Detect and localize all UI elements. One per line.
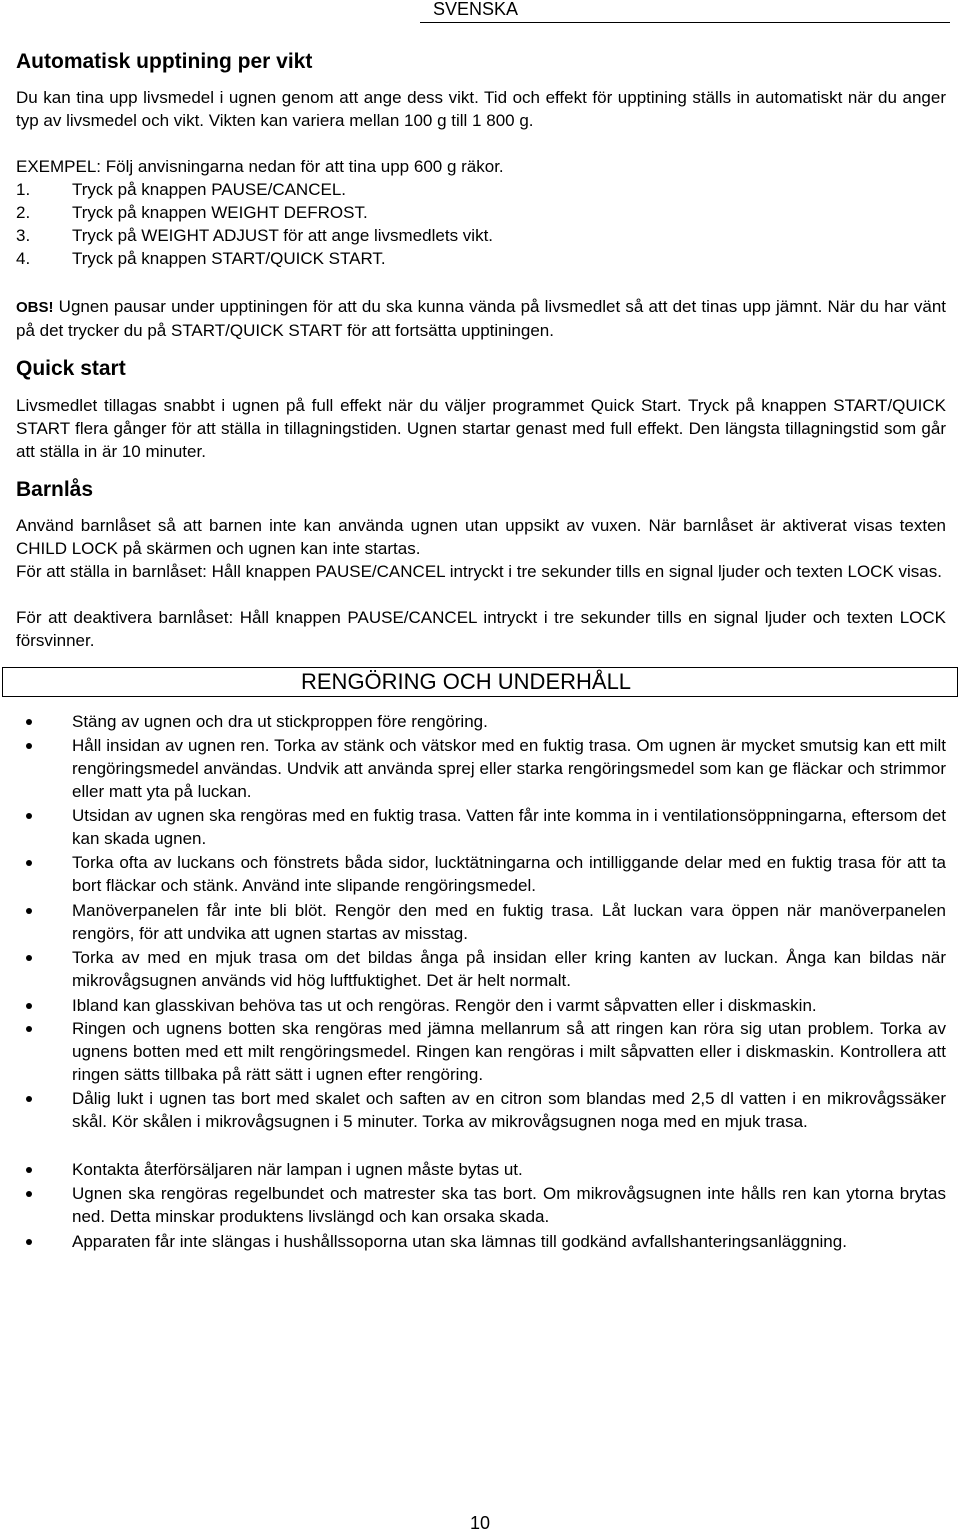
step-number: 1. [16, 180, 31, 199]
child-lock-para-2: För att ställa in barnlåset: Håll knappen PAUSE/CANCEL intryckt i tre sekunder tills en signal ljuder och texten LOCK visas. [16, 562, 942, 581]
step-number: 2. [16, 203, 31, 222]
step-item [16, 224, 493, 247]
bullet-icon [26, 1026, 32, 1032]
step-item [16, 247, 386, 270]
bullet-icon [26, 908, 32, 914]
child-lock-para-3: För att deaktivera barnlåset: Håll knappen PAUSE/CANCEL intryckt i tre sekunder tills en signal ljuder och texten LOCK försvinner. [16, 608, 946, 650]
header-divider [420, 22, 950, 23]
list-item-text: Kontakta återförsäljaren när lampan i ugnen måste bytas ut. [72, 1160, 523, 1179]
bullet-icon [26, 1167, 32, 1173]
list-item-text: Manöverpanelen får inte bli blöt. Rengör den med en fuktig trasa. Låt luckan vara öppen när manöverpanelen rengörs, för att undvika att ugnen startas av misstag. [72, 901, 946, 943]
child-lock-para-1: Använd barnlåset så att barnen inte kan använda ugnen utan uppsikt av vuxen. När barnlåset är aktiverat visas texten CHILD LOCK på skärmen och ugnen kan inte startas. [16, 516, 946, 558]
list-item-text: Stäng av ugnen och dra ut stickproppen före rengöring. [72, 712, 488, 731]
example-line [16, 155, 504, 178]
step-text: Tryck på knappen WEIGHT DEFROST. [72, 203, 368, 222]
step-item [16, 178, 346, 201]
list-item-text: Dålig lukt i ugnen tas bort med skalet och saften av en citron som blandas med 2,5 dl vatten i en mikrovågssäker skål. Kör skålen i mikrovågsugnen i 5 minuter. Torka av mikrovågsugnen noga med en mjuk trasa. [72, 1089, 946, 1131]
list-item-text: Torka av med en mjuk trasa om det bildas ånga på insidan eller kring kanten av luckan. Ånga kan bildas när mikrovågsugnen används vid hög luftfuktighet. Det är helt normalt. [72, 948, 946, 990]
step-number: 4. [16, 249, 31, 268]
language-label: SVENSKA [433, 0, 519, 19]
step-item [16, 201, 368, 224]
page-number: 10 [470, 1513, 491, 1533]
list-item-text: Håll insidan av ugnen ren. Torka av stänk och vätskor med en fuktig trasa. Om ugnen är mycket smutsig kan ett milt rengöringsmedel användas. Undvik att använda sprej eller starka rengöringsmedel som kan ge fläckar och strimmor eller matt yta på luckan. [72, 736, 946, 801]
bullet-icon [26, 860, 32, 866]
list-item-text: Torka ofta av luckans och fönstrets båda sidor, lucktätningarna och intilliggande delar med en fuktig trasa för att ta bort fläckar och stänk. Använd inte slipande rengöringsmedel. [72, 853, 946, 895]
cleaning-heading: RENGÖRING OCH UNDERHÅLL [301, 669, 632, 694]
list-item-text: Ibland kan glasskivan behöva tas ut och rengöras. Rengör den i varmt såpvatten eller i diskmaskin. [72, 996, 817, 1015]
section-title-quick-start: Quick start [16, 357, 126, 380]
quick-start-text: Livsmedlet tillagas snabbt i ugnen på full effekt när du väljer programmet Quick Start. Tryck på knappen START/QUICK START flera gånger för att ställa in tillagningstiden. Ugnen startar genast med full effekt. Den längsta tillagningstid som går att ställa in är 10 minuter. [16, 396, 946, 461]
bullet-icon [26, 813, 32, 819]
list-item-text: Ringen och ugnens botten ska rengöras med jämna mellanrum så att ringen kan röra sig utan problem. Torka av ugnens botten med ett milt rengöringsmedel. Ringen kan rengöras i milt såpvatten eller i diskmaskin. Kontrollera att ringen sätts tillbaka på rätt sätt i ugnen efter rengöring. [72, 1019, 946, 1084]
note-text: Ugnen pausar under upptiningen för att du ska kunna vända på livsmedlet så att det tinas upp jämnt. När du har vänt på det trycker du på START/QUICK START för att fortsätta upptiningen. [16, 297, 946, 340]
step-text: Tryck på knappen PAUSE/CANCEL. [72, 180, 347, 199]
list-item-text: Utsidan av ugnen ska rengöras med en fuktig trasa. Vatten får inte komma in i ventilationsöppningarna, eftersom det kan skada ugnen. [72, 806, 946, 848]
list-item-text: Ugnen ska rengöras regelbundet och matrester ska tas bort. Om mikrovågsugnen inte hålls ren kan ytorna brytas ned. Detta minskar produktens livslängd och kan orsaka skada. [72, 1184, 946, 1226]
section-title-child-lock: Barnlås [16, 478, 94, 501]
bullet-icon [26, 955, 32, 961]
list-item-text: Apparaten får inte slängas i hushållssoporna utan ska lämnas till godkänd avfallshanteringsanläggning. [72, 1232, 847, 1251]
bullet-icon [26, 1239, 32, 1245]
example-text: Följ anvisningarna nedan för att tina upp 600 g räkor. [101, 157, 504, 176]
step-text: Tryck på WEIGHT ADJUST för att ange livsmedlets vikt. [72, 226, 494, 245]
bullet-icon [26, 719, 32, 725]
note-label: OBS! [16, 299, 54, 316]
step-text: Tryck på knappen START/QUICK START. [72, 249, 386, 268]
defrost-intro: Du kan tina upp livsmedel i ugnen genom att ange dess vikt. Tid och effekt för upptining ställs in automatiskt när du anger typ av livsmedel och vikt. Vikten kan variera mellan 100 g till 1 800 g. [16, 88, 946, 130]
example-label: EXEMPEL: [16, 157, 102, 176]
step-number: 3. [16, 226, 31, 245]
cleaning-heading-box [2, 667, 958, 697]
bullet-icon [26, 1003, 32, 1009]
defrost-note [16, 295, 946, 342]
section-title-defrost: Automatisk upptining per vikt [16, 50, 313, 73]
bullet-icon [26, 1096, 32, 1102]
bullet-icon [26, 743, 32, 749]
bullet-icon [26, 1191, 32, 1197]
